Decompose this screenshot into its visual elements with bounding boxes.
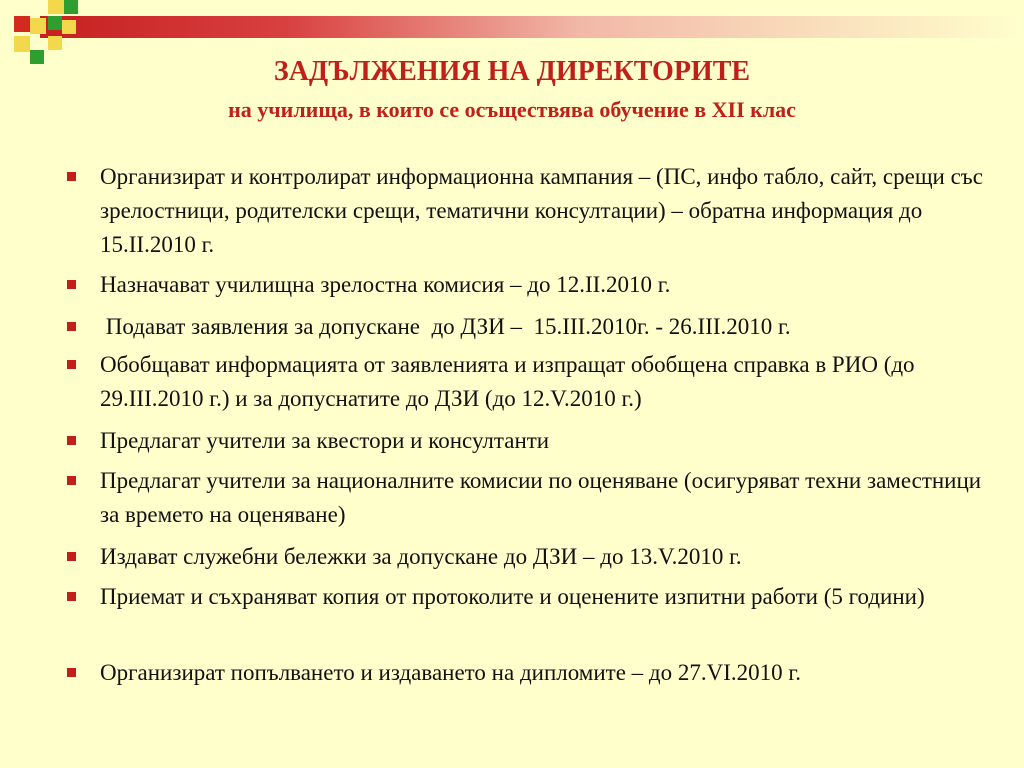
- bullet-icon: [67, 322, 76, 331]
- bullet-icon: [67, 280, 76, 289]
- list-item: Предлагат учители за националните комисии по оценяване (осигуряват техни заместници за времето на оценяване): [100, 468, 982, 527]
- bullet-icon: [67, 476, 76, 485]
- list-item: Подават заявления за допускане до ДЗИ – 15.III.2010г. - 26.III.2010 г.: [100, 314, 791, 339]
- yellow-square-icon: [48, 0, 64, 14]
- yellow-square-icon: [14, 36, 30, 52]
- list-item: Предлагат учители за квестори и консултанти: [100, 428, 550, 453]
- bullet-icon: [67, 668, 76, 677]
- yellow-square-icon: [30, 18, 46, 34]
- bullet-icon: [67, 360, 76, 369]
- yellow-square-icon: [48, 36, 62, 50]
- bullet-icon: [67, 436, 76, 445]
- bullet-icon: [67, 552, 76, 561]
- list-item: Назначават училищна зрелостна комисия – до 12.II.2010 г.: [100, 272, 671, 297]
- decorative-header-bar: [40, 16, 1024, 38]
- slide-title: ЗАДЪЛЖЕНИЯ НА ДИРЕКТОРИТЕ: [273, 56, 751, 87]
- list-item: Приемат и съхраняват копия от протоколите и оценените изпитни работи (5 години): [100, 584, 925, 609]
- list-item: Издават служебни бележки за допускане до ДЗИ – до 13.V.2010 г.: [100, 544, 742, 569]
- green-square-icon: [48, 16, 62, 30]
- slide-subtitle: на училища, в които се осъществява обучение в XII клас: [228, 97, 796, 122]
- red-square-icon: [14, 16, 30, 32]
- list-item: Обобщават информацията от заявленията и изпращат обобщена справка в РИО (до 29.III.2010 г.) и за допуснатите до ДЗИ (до 12.V.2010 г.): [100, 352, 915, 411]
- list-item: Организират попълването и издаването на дипломите – до 27.VI.2010 г.: [100, 660, 801, 685]
- list-item: Организират и контролират информационна кампания – (ПС, инфо табло, сайт, срещи със зрелостници, родителски срещи, тематични консултации) – обратна информация до 15.II.2010 г.: [100, 164, 983, 257]
- bullet-icon: [67, 592, 76, 601]
- green-square-icon: [64, 0, 78, 14]
- yellow-square-icon: [62, 20, 76, 34]
- bullet-icon: [67, 172, 76, 181]
